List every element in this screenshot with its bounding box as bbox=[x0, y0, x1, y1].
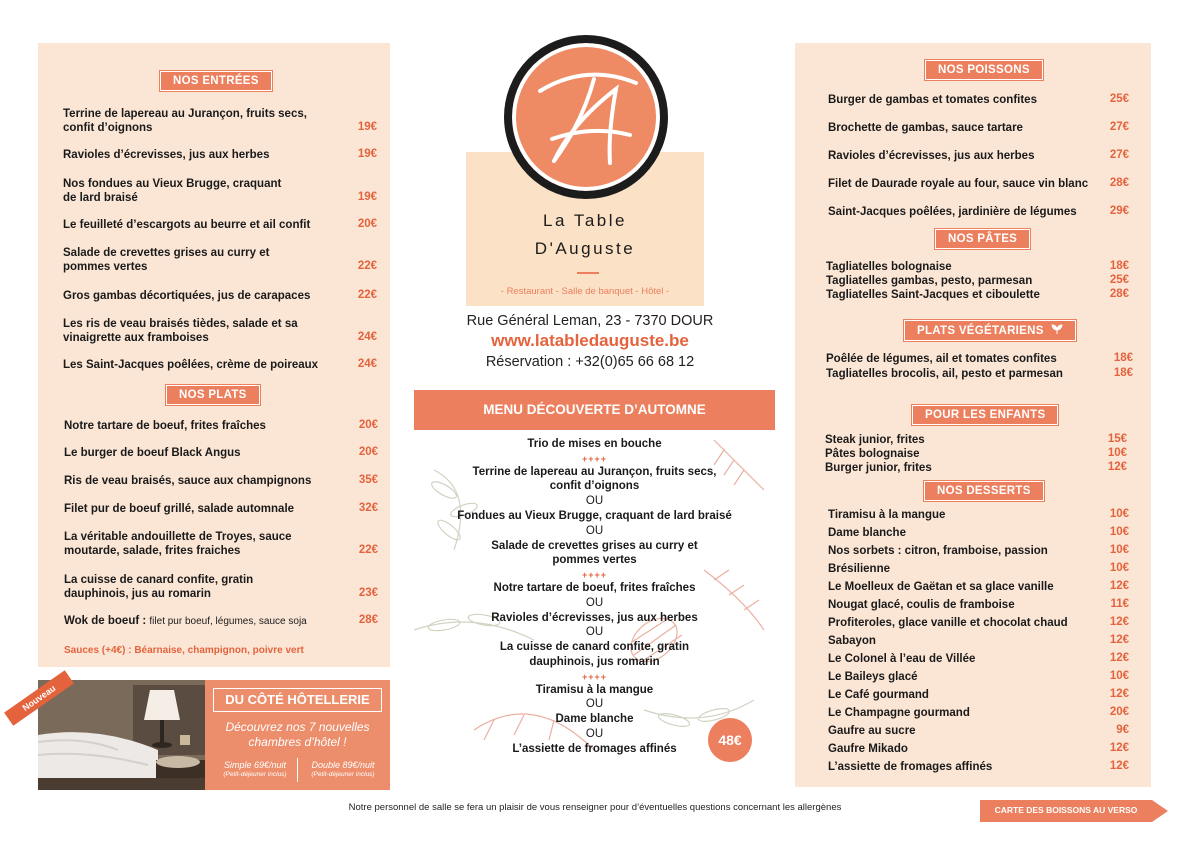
or-separator: OU bbox=[585, 524, 604, 537]
menu-decouverte-banner: MENU DÉCOUVERTE D’AUTOMNE bbox=[414, 390, 775, 430]
hotel-promo[interactable] bbox=[38, 680, 390, 790]
logo-name-line1: La Table bbox=[543, 211, 627, 230]
menu-item-price: 23€ bbox=[358, 587, 378, 599]
menu-item-price: 12€ bbox=[1109, 634, 1129, 646]
menu-item-name-cont: dauphinois, jus au romarin bbox=[64, 588, 211, 600]
menu-item-price: 24€ bbox=[357, 358, 377, 370]
menu-item-price: 12€ bbox=[1109, 688, 1129, 700]
or-separator: OU bbox=[585, 698, 604, 711]
menu-item-price: 22€ bbox=[358, 544, 378, 556]
menu-item-name: Les ris de veau braisés tièdes, salade et sa bbox=[63, 318, 298, 330]
new-badge: Nouveau bbox=[4, 670, 74, 726]
drinks-menu-arrow[interactable] bbox=[980, 800, 1170, 822]
section-title-pates: NOS PÂTES bbox=[935, 229, 1030, 249]
section-title-vegetariens bbox=[904, 320, 1076, 341]
address: Rue Général Leman, 23 - 7370 DOUR bbox=[466, 313, 714, 329]
menu-item bbox=[64, 614, 364, 629]
menu-item-name: Terrine de lapereau au Jurançon, fruits secs, bbox=[63, 108, 307, 120]
menu-item-name-cont: vinaigrette aux framboises bbox=[63, 332, 209, 344]
menu-dish: dauphinois, jus romarin bbox=[529, 656, 660, 668]
menu-item-name: Sabayon bbox=[828, 635, 876, 647]
menu-item-name: Burger de gambas et tomates confites bbox=[828, 94, 1037, 106]
menu-item-name: Le Baileys glacé bbox=[828, 671, 918, 683]
menu-item-name: Brochette de gambas, sauce tartare bbox=[828, 122, 1023, 134]
section-title-poissons: NOS POISSONS bbox=[925, 60, 1043, 80]
menu-dish: confit d’oignons bbox=[549, 480, 640, 493]
menu-item-name: Ravioles d’écrevisses, jus aux herbes bbox=[63, 149, 270, 161]
hotel-room-photo bbox=[38, 680, 205, 790]
menu-item-detail: filet pur boeuf, légumes, sauce soja bbox=[149, 616, 307, 627]
or-separator: OU bbox=[585, 728, 604, 740]
menu-item-price: 12€ bbox=[1109, 652, 1129, 664]
menu-item-price: 20€ bbox=[357, 218, 377, 230]
menu-item bbox=[64, 474, 364, 488]
menu-item bbox=[64, 573, 364, 601]
menu-item-name: Le Champagne gourmand bbox=[828, 707, 970, 719]
menu-item-name: Ris de veau braisés, sauce aux champignons bbox=[64, 475, 312, 487]
menu-item-name: Salade de crevettes grises au curry et bbox=[63, 247, 270, 259]
menu-item-name: Gros gambas décortiquées, jus de carapaces bbox=[63, 290, 311, 302]
menu-item-name: Le Colonel à l’eau de Villée bbox=[828, 653, 976, 665]
menu-item-price: 28€ bbox=[1109, 288, 1129, 300]
menu-item-price: 19€ bbox=[357, 191, 377, 203]
menu-item-name: Gaufre Mikado bbox=[828, 743, 908, 755]
menu-dish: Salade de crevettes grises au curry et bbox=[491, 539, 698, 552]
menu-item-price: 11€ bbox=[1110, 598, 1129, 610]
menu-item-price: 20€ bbox=[358, 446, 378, 458]
menu-item-price: 12€ bbox=[1107, 461, 1127, 473]
menu-item-price: 9€ bbox=[1116, 724, 1129, 736]
menu-item-name: Le Café gourmand bbox=[828, 689, 929, 701]
menu-dish: Notre tartare de boeuf, frites fraîches bbox=[493, 582, 696, 594]
menu-dish: Fondues au Vieux Brugge, craquant de lard braisé bbox=[457, 510, 732, 522]
hotel-desc-line1: Découvrez nos 7 nouvelles bbox=[225, 720, 370, 734]
website-link[interactable]: www.latabledauguste.be bbox=[491, 331, 689, 350]
menu-item-name: La cuisse de canard confite, gratin bbox=[64, 574, 254, 586]
menu-item-name: Wok de boeuf : bbox=[64, 615, 147, 627]
menu-item-name: Filet pur de boeuf grillé, salade automnale bbox=[64, 503, 295, 515]
or-separator: OU bbox=[585, 495, 604, 508]
menu-item-price: 27€ bbox=[1109, 121, 1129, 133]
menu-dish: Tiramisu à la mangue bbox=[535, 683, 654, 696]
menu-dish: Ravioles d’écrevisses, jus aux herbes bbox=[491, 611, 698, 624]
section-title-desserts: NOS DESSERTS bbox=[924, 481, 1044, 501]
menu-item bbox=[63, 218, 363, 232]
menu-item-price: 10€ bbox=[1109, 670, 1129, 682]
menu-item-name: Burger junior, frites bbox=[825, 462, 932, 474]
menu-dish: Terrine de lapereau au Jurançon, fruits secs, bbox=[472, 465, 717, 478]
menu-item-name: Nos fondues au Vieux Brugge, craquant bbox=[63, 178, 282, 190]
menu-item-price: 10€ bbox=[1107, 447, 1127, 459]
section-title-plats: NOS PLATS bbox=[166, 385, 260, 405]
hotel-divider bbox=[297, 758, 298, 782]
menu-item-name: Le burger de boeuf Black Angus bbox=[64, 447, 241, 459]
menu-item-name: Tagliatelles bolognaise bbox=[826, 261, 952, 273]
menu-item-name-cont: confit d’oignons bbox=[63, 122, 153, 134]
hotel-info bbox=[205, 680, 390, 790]
menu-item-price: 35€ bbox=[358, 474, 378, 486]
menu-item-name: Ravioles d’écrevisses, jus aux herbes bbox=[828, 150, 1035, 162]
course-separator: ++++ bbox=[581, 453, 608, 464]
menu-item-price: 18€ bbox=[1113, 352, 1133, 364]
menu-item-name: La véritable andouillette de Troyes, sauce bbox=[64, 531, 292, 543]
menu-item-name: Tagliatelles gambas, pesto, parmesan bbox=[826, 275, 1033, 287]
logo-tagline: - Restaurant - Salle de banquet - Hôtel - bbox=[500, 286, 670, 297]
menu-item-name: Steak junior, frites bbox=[825, 434, 925, 446]
hotel-double-price: Double 89€/nuit bbox=[311, 760, 375, 770]
hotel-simple-note: (Petit-déjeuner inclus) bbox=[223, 771, 287, 778]
logo-divider bbox=[577, 272, 599, 274]
menu-dish: Dame blanche bbox=[555, 713, 634, 726]
menu-item-price: 24€ bbox=[357, 331, 377, 343]
menu-item-name: L’assiette de fromages affinés bbox=[828, 761, 993, 773]
menu-item-price: 22€ bbox=[357, 289, 377, 301]
hotel-simple-price: Simple 69€/nuit bbox=[223, 760, 287, 770]
menu-item-name: Tiramisu à la mangue bbox=[828, 509, 946, 521]
sauces-note: Sauces (+4€) : Béarnaise, champignon, poivre vert bbox=[64, 645, 304, 656]
menu-item-price: 27€ bbox=[1109, 149, 1129, 161]
menu-item-name: Nougat glacé, coulis de framboise bbox=[828, 599, 1015, 611]
menu-item bbox=[64, 502, 364, 516]
course-separator: ++++ bbox=[581, 671, 608, 682]
menu-item-price: 15€ bbox=[1107, 433, 1127, 445]
section-title-entrees: NOS ENTRÉES bbox=[160, 71, 272, 91]
menu-item-name: Les Saint-Jacques poêlées, crème de poireaux bbox=[63, 359, 319, 371]
logo-name-line2: D'Auguste bbox=[534, 239, 636, 258]
section-title-enfants: POUR LES ENFANTS bbox=[912, 405, 1058, 425]
menu-dish: La cuisse de canard confite, gratin bbox=[499, 641, 690, 654]
menu-item-price: 19€ bbox=[357, 148, 377, 160]
menu-item-price: 12€ bbox=[1109, 742, 1129, 754]
hotel-title: DU CÔTÉ HÔTELLERIE bbox=[213, 688, 382, 712]
menu-dish: pommes vertes bbox=[552, 554, 637, 567]
menu-item-name: Poêlée de légumes, ail et tomates confites bbox=[826, 353, 1057, 365]
menu-item-price: 25€ bbox=[1109, 274, 1129, 286]
menu-item bbox=[64, 419, 364, 433]
menu-item-name-cont: pommes vertes bbox=[63, 261, 148, 273]
menu-item-name: Saint-Jacques poêlées, jardinière de légumes bbox=[828, 206, 1077, 218]
menu-item bbox=[64, 446, 364, 460]
menu-item-price: 10€ bbox=[1109, 544, 1129, 556]
menu-item-price: 18€ bbox=[1109, 260, 1129, 272]
menu-item-price: 28€ bbox=[1109, 177, 1129, 189]
menu-item-name: Brésilienne bbox=[828, 563, 890, 575]
menu-item-price: 10€ bbox=[1109, 526, 1129, 538]
menu-item bbox=[63, 289, 363, 303]
menu-item bbox=[63, 246, 363, 274]
menu-item-name: Le Moelleux de Gaëtan et sa glace vanille bbox=[828, 581, 1054, 593]
menu-item-name: Pâtes bolognaise bbox=[825, 448, 920, 460]
menu-item bbox=[63, 177, 363, 205]
menu-item-name: Tagliatelles Saint-Jacques et ciboulette bbox=[826, 289, 1040, 301]
menu-item-price: 12€ bbox=[1109, 580, 1129, 592]
menu-item-name: Gaufre au sucre bbox=[828, 725, 916, 737]
menu-item-name: Nos sorbets : citron, framboise, passion bbox=[828, 545, 1048, 557]
menu-item-name: Notre tartare de boeuf, frites fraîches bbox=[64, 420, 266, 432]
menu-item-price: 19€ bbox=[357, 121, 377, 133]
course-separator: ++++ bbox=[581, 570, 608, 581]
menu-item-name: Le feuilleté d’escargots au beurre et ail confit bbox=[63, 219, 311, 231]
hotel-desc-line2: chambres d’hôtel ! bbox=[248, 735, 347, 749]
menu-item-name: Tagliatelles brocolis, ail, pesto et parmesan bbox=[826, 368, 1063, 380]
menu-item-price: 22€ bbox=[357, 260, 377, 272]
menu-item-name: Dame blanche bbox=[828, 527, 906, 539]
allergen-note: Notre personnel de salle se fera un plaisir de vous renseigner pour d’éventuelles questions concernant les allergènes bbox=[348, 802, 842, 813]
or-separator: OU bbox=[585, 626, 604, 639]
menu-item-price: 10€ bbox=[1109, 562, 1129, 574]
menu-item-name: Profiteroles, glace vanille et chocolat chaud bbox=[828, 617, 1068, 629]
reservation-phone[interactable]: Réservation : +32(0)65 66 68 12 bbox=[485, 354, 695, 370]
menu-item-price: 20€ bbox=[1109, 706, 1129, 718]
menu-item-price: 25€ bbox=[1109, 93, 1129, 105]
menu-item-price: 29€ bbox=[1109, 205, 1129, 217]
menu-dish: Trio de mises en bouche bbox=[527, 438, 662, 450]
monogram-icon bbox=[512, 43, 660, 191]
menu-item-price: 12€ bbox=[1109, 760, 1129, 772]
menu-price-badge: 48€ bbox=[708, 718, 752, 762]
menu-dish: L’assiette de fromages affinés bbox=[512, 742, 677, 755]
menu-item bbox=[63, 358, 363, 372]
menu-item bbox=[63, 148, 363, 162]
menu-item-name: Filet de Daurade royale au four, sauce vin blanc bbox=[828, 178, 1089, 190]
menu-item-name-cont: de lard braisé bbox=[63, 192, 138, 204]
leaf-icon bbox=[1051, 324, 1063, 335]
hotel-double-note: (Petit-déjeuner inclus) bbox=[311, 771, 375, 778]
menu-item-price: 18€ bbox=[1113, 367, 1133, 379]
menu-item-price: 28€ bbox=[358, 614, 378, 626]
menu-item-price: 20€ bbox=[358, 419, 378, 431]
menu-item-price: 12€ bbox=[1109, 616, 1129, 628]
menu-item-name-cont: moutarde, salade, frites fraiches bbox=[64, 545, 241, 557]
menu-item-price: 32€ bbox=[358, 502, 378, 514]
logo-emblem bbox=[504, 35, 668, 199]
or-separator: OU bbox=[585, 596, 604, 609]
menu-item bbox=[63, 317, 363, 345]
menu-item bbox=[63, 107, 363, 135]
drinks-menu-label: CARTE DES BOISSONS AU VERSO bbox=[994, 805, 1138, 815]
menu-item-price: 10€ bbox=[1109, 508, 1129, 520]
menu-item bbox=[64, 530, 364, 558]
vegetariens-label: PLATS VÉGÉTARIENS bbox=[917, 325, 1044, 337]
